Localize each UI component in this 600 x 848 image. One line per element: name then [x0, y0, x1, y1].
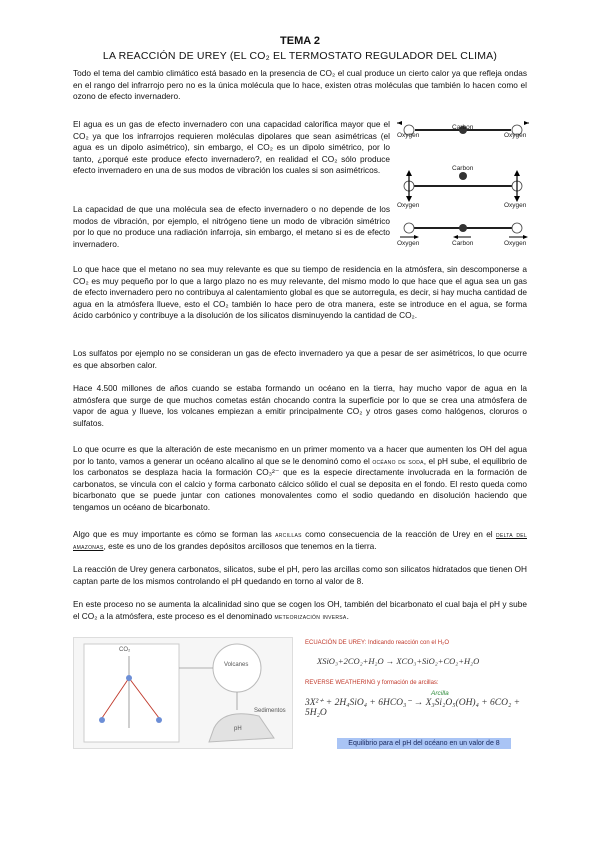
oxygen-label-2a: Oxygen	[397, 202, 420, 209]
paragraph-sulfates: Los sulfatos por ejemplo no se consideran un gas de efecto invernadero ya que a pesar de ser asimétricos, lo que ocurre es que absorben calor.	[73, 348, 527, 370]
figure-label-top: CO₂	[119, 647, 131, 653]
oxygen-label-1b: Oxygen	[504, 132, 527, 139]
paragraph-methane: Lo que hace que el metano no sea muy relevante es que su tiempo de residencia en la atmósfera, sin descomponerse a CO₂ es muy pequeño por lo que a largo plazo no es muy relevante, del mismo modo lo que hace que el agua sea un gas de efecto invernadero pero no contribuya al calentamiento global es que se autorregula, es decir, si hay mucha cantidad de agua en la atmósfera llueve, esto el CO₂ también lo hace pero de otra manera, este se introduce en el agua, se forma ácido carbónico y contribuye a la disolución de los silicatos disminuyendo la cantidad de CO₂.	[73, 264, 527, 321]
term-arcillas: arcillas	[275, 530, 302, 539]
oxygen-label-2b: Oxygen	[504, 202, 527, 209]
term-oceano-de-soda: océano de soda	[372, 456, 424, 466]
carbon-label-2: Carbon	[452, 165, 474, 172]
figure-label-sed: Sedimentos	[254, 708, 286, 714]
carbon-label-3: Carbon	[452, 240, 474, 247]
page-title: TEMA 2	[280, 35, 320, 47]
oxygen-label-3a: Oxygen	[397, 240, 420, 247]
equations-panel	[305, 640, 540, 750]
figure-label-volcano: Volcanes	[224, 662, 249, 668]
arcilla-label: Arcilla	[431, 690, 449, 697]
carbon-cycle-figure	[73, 637, 293, 749]
paragraph-urey-ph: La reacción de Urey genera carbonatos, silicatos, sube el pH, pero las arcillas como son silicatos hidratados que tienen OH captan parte de los mismos controlando el pH quedando en torno al valor de 8.	[73, 564, 527, 586]
reverse-weathering-equation: 3X²⁺ + 2H₄SiO₄ + 6HCO₃⁻ → X₃Si₂O₅(OH)₄ + 6CO₂ + 5H₂O	[305, 698, 521, 718]
paragraph-intro: Todo el tema del cambio climático está basado en la presencia de CO₂ el cual produce un cierto calor ya que refleja ondas en el rango del infrarrojo pero no es la única molécula que lo hace, existen otras moléculas que también lo hacen como el ozono de efecto invernadero.	[73, 68, 527, 102]
ph-equilibrium-box: Equilibrio para el pH del océano en un valor de 8	[337, 738, 511, 749]
carbon-label-1: Carbon	[452, 124, 474, 131]
paragraph-soda-ocean: Lo que ocurre es que la alteración de este mecanismo en un primer momento va a hacer que aumenten los OH del agua por lo tanto, vamos a generar un océano alcalino al que se le denominó como el océano de soda, el pH sube, el equilibrio de los carbonatos se desplaza hacia la formación CO₃²⁻ que es la especie directamente involucrada en la formación de carbonatos, se vincula con el calcio y forma carbonato cálcico sólido el cual se deposita en el fondo. El resto queda como bicarbonato que se puede juntar con cationes monovalentes como el sodio quedando en disolución haciendo que tengamos un océano de bicarbonato.	[73, 444, 528, 512]
term-delta-amazonas: delta del amazonas	[73, 530, 527, 551]
urey-equation-title: ECUACIÓN DE UREY: Indicando reacción con el H₂O	[305, 640, 450, 646]
paragraph-vibration: La capacidad de que una molécula sea de efecto invernadero o no depende de los modos de vibración, por ejemplo, el nitrógeno tiene un modo de vibración simétrico por lo que no produce una radiación infarroja, sin embargo, el metano si es de efecto invernadero.	[73, 204, 390, 249]
carbon-cycle-svg	[74, 638, 292, 748]
urey-equation: XSiO₃+2CO₂+H₂O → XCO₃+SiO₂+CO₂+H₂O	[317, 656, 480, 666]
oxygen-label-3b: Oxygen	[504, 240, 527, 247]
figure-label-ph: pH	[234, 726, 242, 732]
paragraph-water: El agua es un gas de efecto invernadero con una capacidad calorífica mayor que el CO₂ ya que los infrarrojos requieren moléculas dipolares que sean asimétricas (el agua es un dipolo asimétrico), sin embargo, el CO₂ es un dipolo simétrico, por lo tanto, ¿porqué este produce efecto invernadero?, en realidad el CO₂ sólo produce efecto invernadero en una de sus modos de vibración los cuales si son asimétricos.	[73, 119, 390, 176]
reverse-weathering-title: REVERSE WEATHERING y formación de arcillas:	[305, 680, 439, 686]
oxygen-label-1a: Oxygen	[397, 132, 420, 139]
paragraph-reverse-weathering: En este proceso no se aumenta la alcalinidad sino que se cogen los OH, también del bicarbonato el cual baja el pH y sube el CO₂ a la atmósfera, este proceso es el denominado meteorización inversa.	[73, 599, 527, 621]
paragraph-clays: Algo que es muy importante es cómo se forman las arcillas como consecuencia de la reacción de Urey en el delta del amazonas, este es uno de los grandes depósitos arcillosos que tenemos en la tierra.	[73, 529, 527, 551]
term-meteorizacion-inversa: meteorización inversa	[274, 611, 347, 621]
paragraph-ocean-formation: Hace 4.500 millones de años cuando se estaba formando un océano en la tierra, hay mucho vapor de agua en la atmósfera que surge de que muchos cometas están chocando contra la superficie por lo que se crea una atmósfera de vapor de agua y llueve, los volcanes empiezan a emitir principalmente CO₂ y otros gases como halógenos, cloruros o sulfatos.	[73, 383, 527, 428]
page-subtitle: LA REACCIÓN DE UREY (EL CO₂ EL TERMOSTATO REGULADOR DEL CLIMA)	[102, 50, 498, 62]
